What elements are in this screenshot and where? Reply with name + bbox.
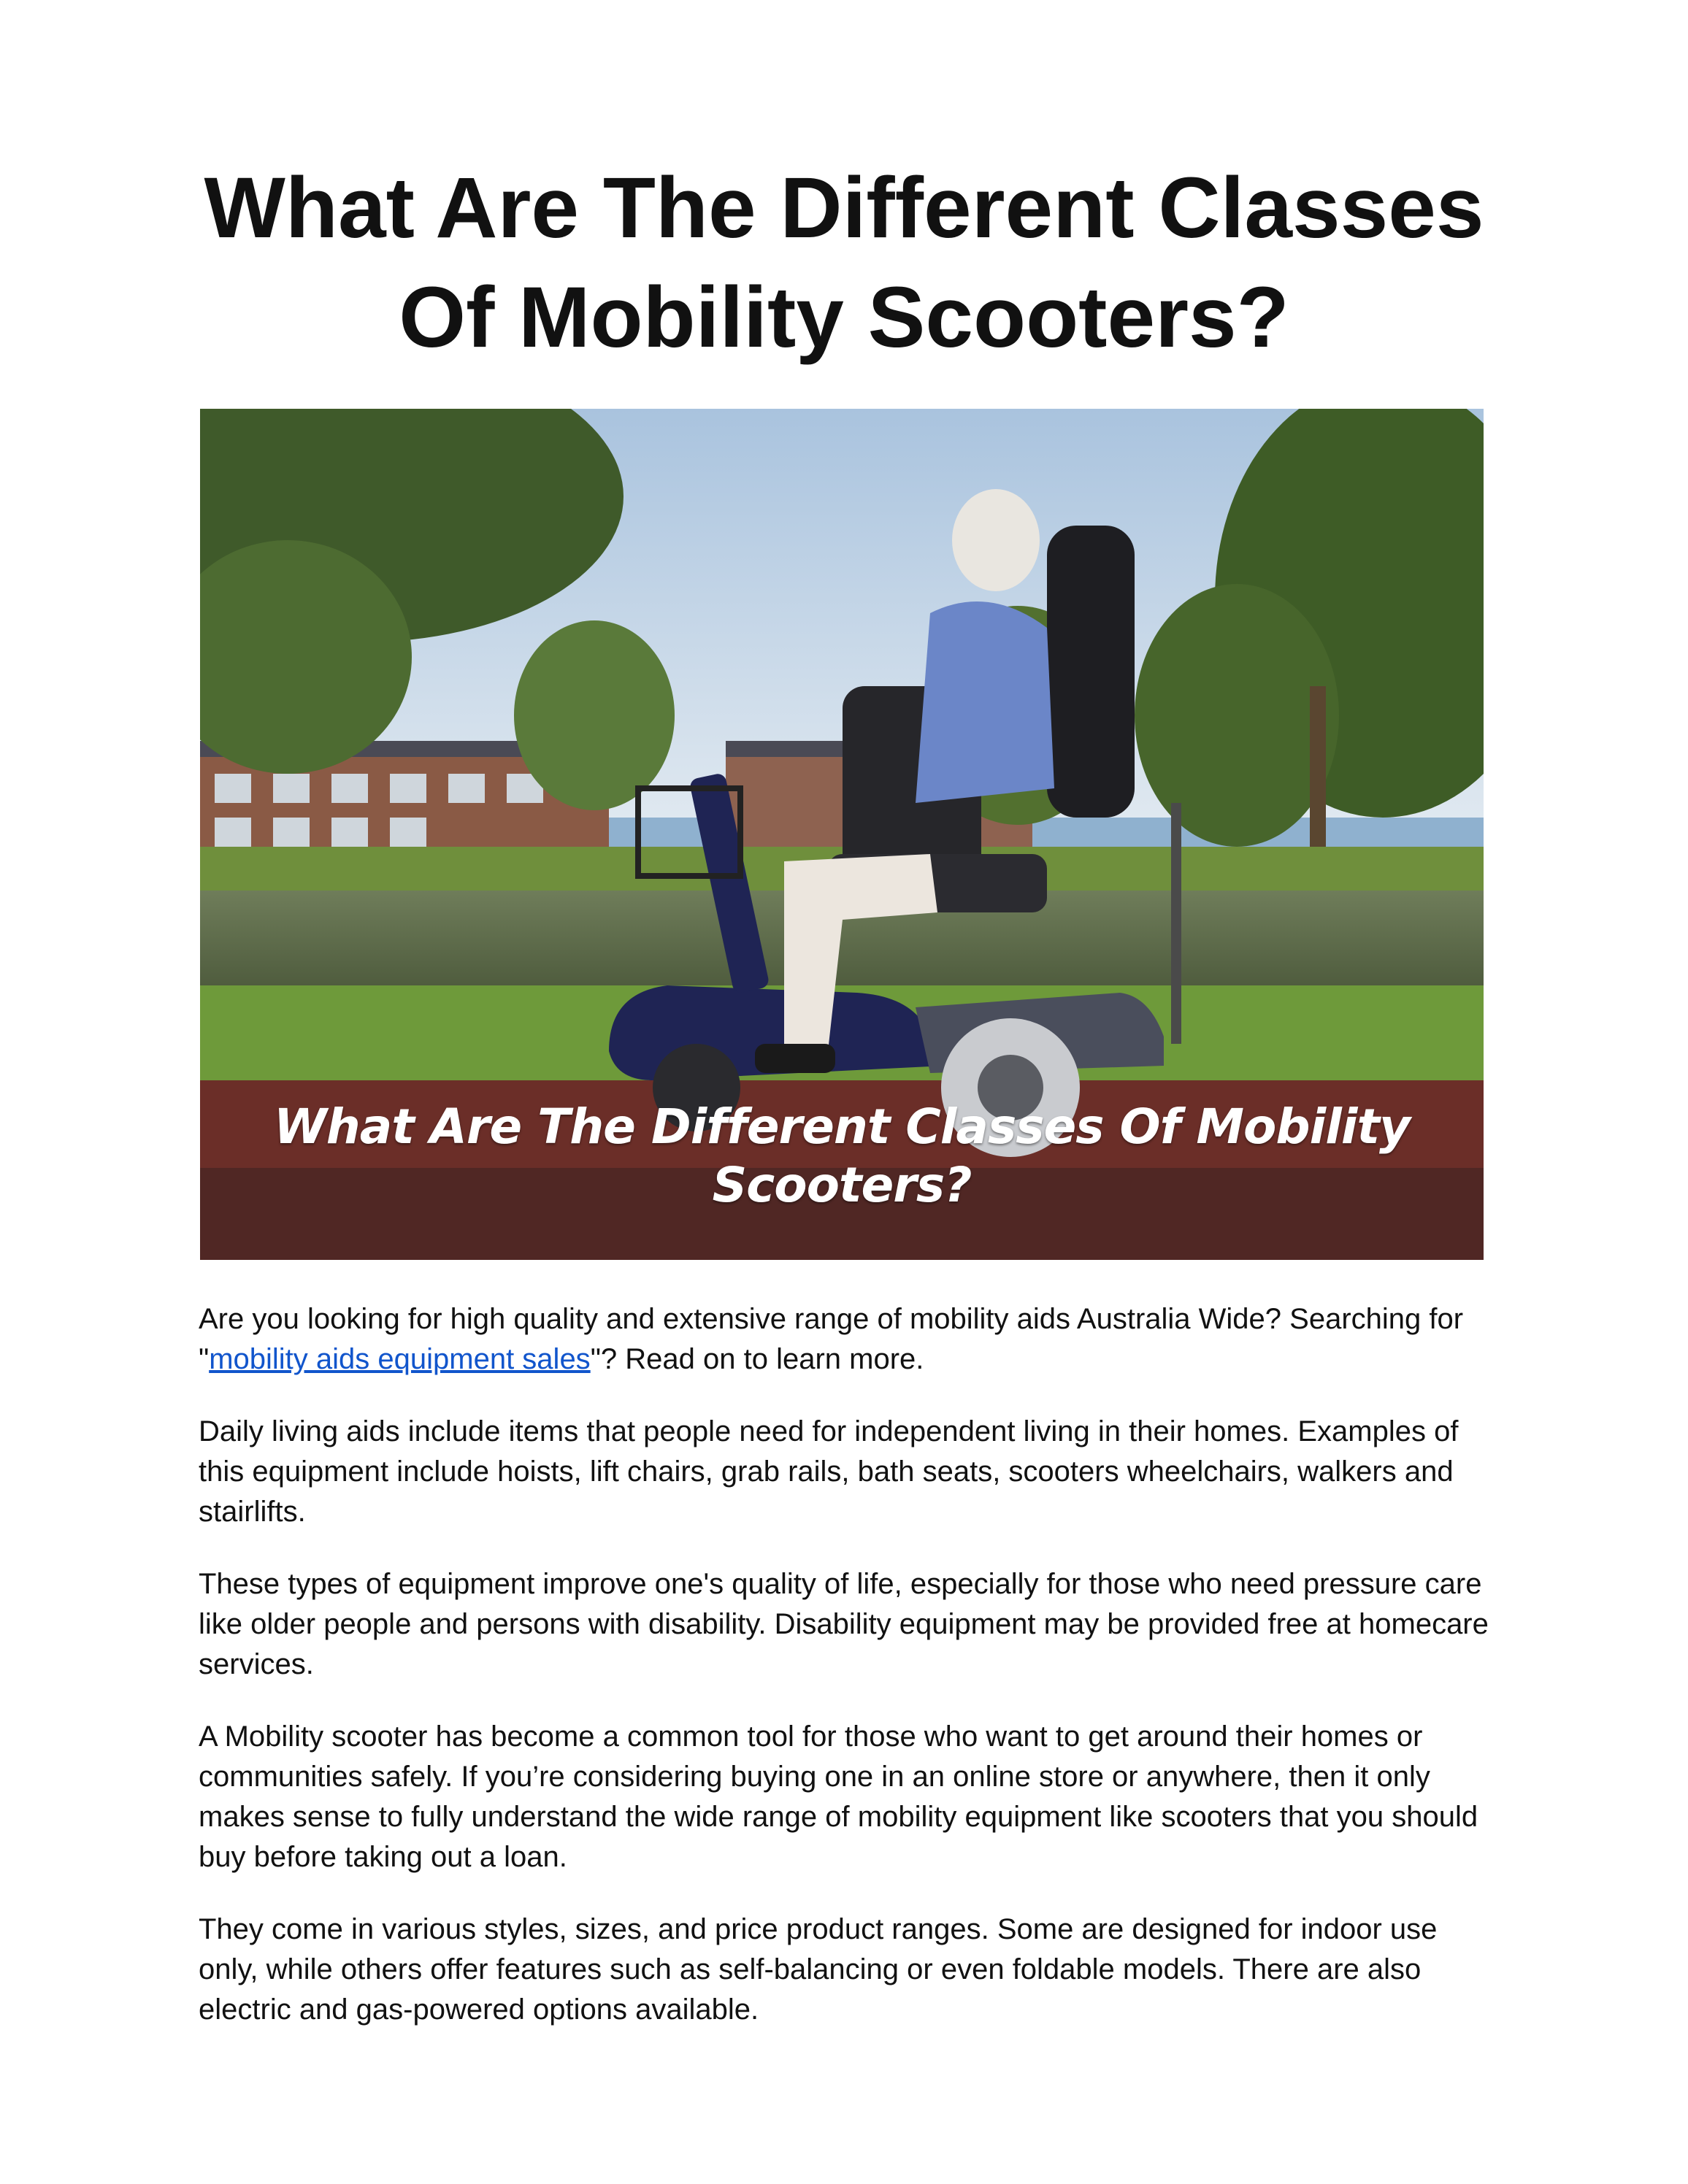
hero-image xyxy=(200,409,1484,1260)
page-title xyxy=(0,153,1688,372)
intro-text-before: Are you looking for high quality and extensive range of mobility aids Australia Wide? Searching for " xyxy=(199,1303,1464,1375)
mobility-aids-link[interactable]: mobility aids equipment sales xyxy=(209,1343,591,1375)
paragraph-styles: They come in various styles, sizes, and price product ranges. Some are designed for indoor use only, while others offer features such as self-balancing or even foldable models. There are also electric and gas-powered options available. xyxy=(199,1913,1438,2026)
paragraph-equipment-benefits: These types of equipment improve one's quality of life, especially for those who need pressure care like older people and persons with disability. Disability equipment may be provided free at homecare services. xyxy=(199,1568,1489,1680)
paragraph-daily-living: Daily living aids include items that people need for independent living in their homes. Examples of this equipment include hoists, lift chairs, grab rails, bath seats, scooters wheelchairs, walkers and stairlifts. xyxy=(199,1415,1459,1528)
title-line-1: What Are The Different Classes xyxy=(204,160,1484,256)
hero-caption: What Are The Different Classes Of Mobility Scooters? xyxy=(273,1099,1411,1213)
article-body xyxy=(199,1299,1491,2062)
paragraph-intro xyxy=(199,1299,1491,1380)
intro-text-after: "? Read on to learn more. xyxy=(590,1343,924,1375)
paragraph-mobility-scooter: A Mobility scooter has become a common tool for those who want to get around their homes or communities safely. If you’re considering buying one in an online store or anywhere, then it only makes sense to fully understand the wide range of mobility equipment like scooters that you should buy before taking out a loan. xyxy=(199,1720,1478,1873)
title-line-2: Of Mobility Scooters? xyxy=(399,269,1289,366)
